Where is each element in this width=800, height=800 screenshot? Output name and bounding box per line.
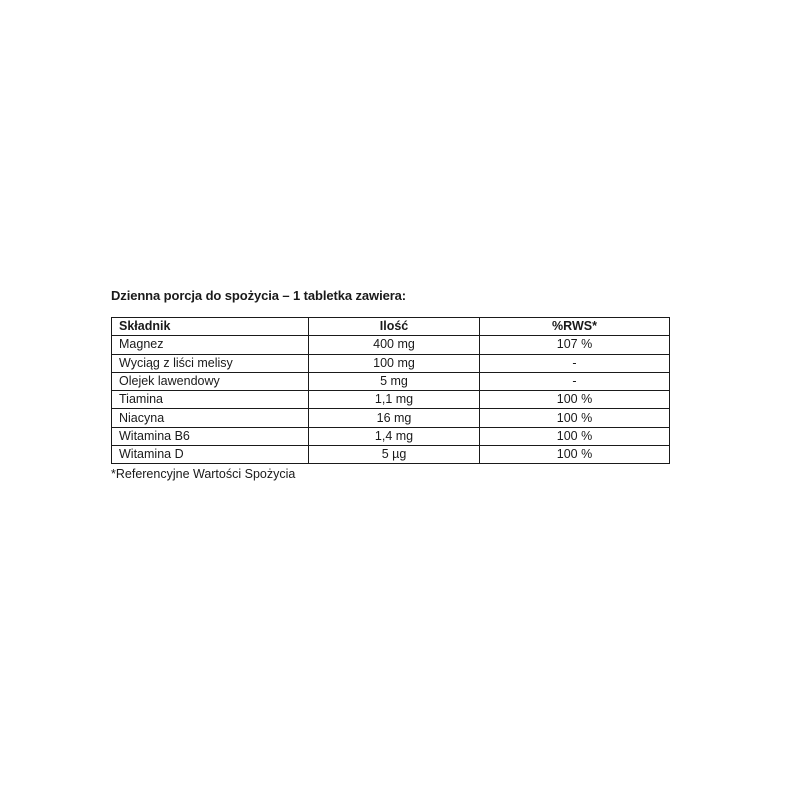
panel-title: Dzienna porcja do spożycia – 1 tabletka zawiera: bbox=[111, 288, 407, 303]
ingredient-cell: Wyciąg z liści melisy bbox=[112, 354, 309, 372]
amount-cell: 1,4 mg bbox=[309, 427, 480, 445]
footnote: *Referencyjne Wartości Spożycia bbox=[111, 467, 296, 482]
amount-cell: 5 µg bbox=[309, 446, 480, 464]
table-row bbox=[112, 391, 670, 409]
table-row bbox=[112, 446, 670, 464]
header-amount: Ilość bbox=[309, 318, 480, 336]
amount-cell: 5 mg bbox=[309, 372, 480, 390]
ingredient-cell: Magnez bbox=[112, 336, 309, 354]
ingredient-cell: Tiamina bbox=[112, 391, 309, 409]
nutrition-table bbox=[111, 317, 670, 464]
rws-cell: 100 % bbox=[480, 391, 670, 409]
ingredient-cell: Olejek lawendowy bbox=[112, 372, 309, 390]
nutrition-panel bbox=[111, 287, 671, 483]
ingredient-cell: Niacyna bbox=[112, 409, 309, 427]
rws-cell: 100 % bbox=[480, 409, 670, 427]
ingredient-cell: Witamina B6 bbox=[112, 427, 309, 445]
table-row bbox=[112, 427, 670, 445]
amount-cell: 1,1 mg bbox=[309, 391, 480, 409]
ingredient-cell: Witamina D bbox=[112, 446, 309, 464]
rws-cell: - bbox=[480, 372, 670, 390]
amount-cell: 16 mg bbox=[309, 409, 480, 427]
rws-cell: 100 % bbox=[480, 427, 670, 445]
header-ingredient: Składnik bbox=[112, 318, 309, 336]
amount-cell: 400 mg bbox=[309, 336, 480, 354]
rws-cell: - bbox=[480, 354, 670, 372]
table-row bbox=[112, 409, 670, 427]
table-row bbox=[112, 372, 670, 390]
table-row bbox=[112, 336, 670, 354]
rws-cell: 100 % bbox=[480, 446, 670, 464]
header-rws: %RWS* bbox=[480, 318, 670, 336]
rws-cell: 107 % bbox=[480, 336, 670, 354]
table-row bbox=[112, 354, 670, 372]
table-header-row bbox=[112, 318, 670, 336]
amount-cell: 100 mg bbox=[309, 354, 480, 372]
